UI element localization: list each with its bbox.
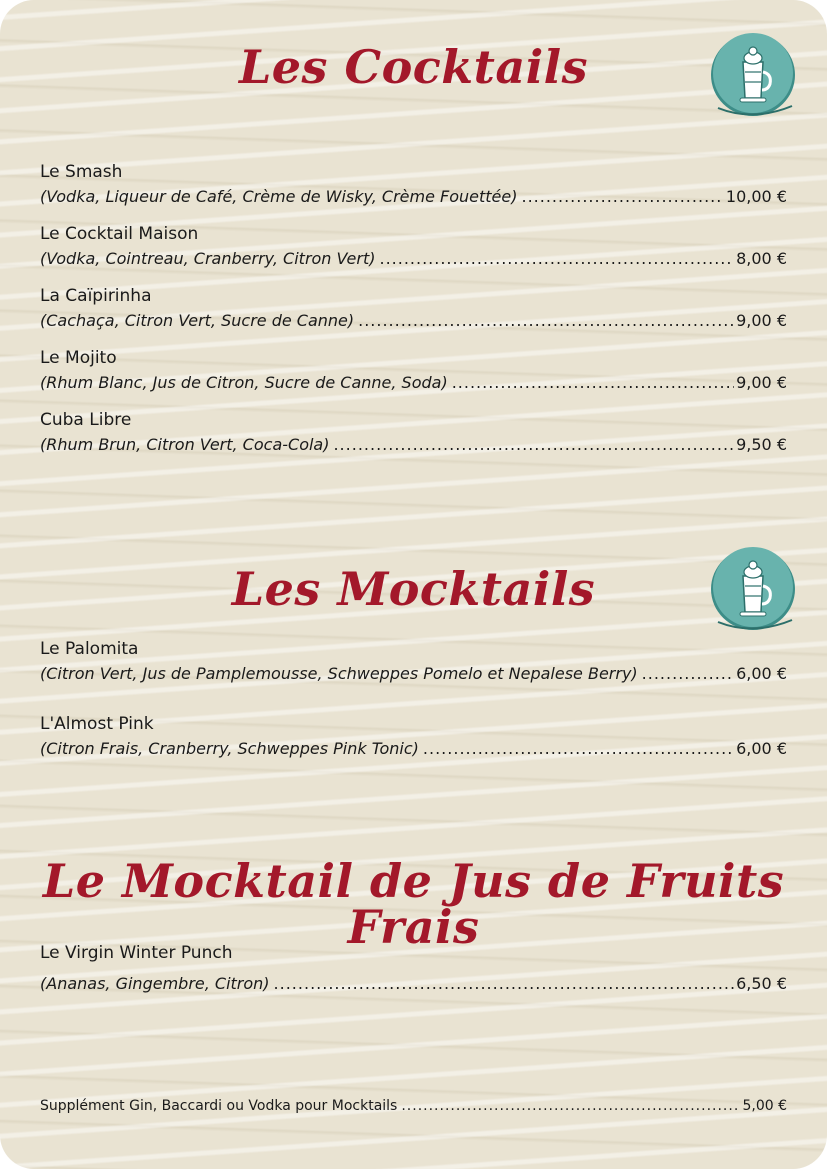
item-ingredients: (Citron Vert, Jus de Pamplemousse, Schweppes Pomelo et Nepalese Berry) [40, 664, 638, 683]
item-ingredients: (Cachaça, Citron Vert, Sucre de Canne) [40, 311, 355, 330]
dot-leader [379, 248, 734, 270]
dot-leader [358, 310, 734, 332]
item-price: 8,00 € [736, 249, 787, 268]
fresh-juice-title: Le Mocktail de Jus de Fruits Frais [42, 854, 785, 954]
item-name: Le Virgin Winter Punch [40, 943, 233, 963]
menu-item [40, 409, 787, 456]
dot-leader [642, 663, 734, 685]
item-price: 9,00 € [736, 373, 787, 392]
item-price: 10,00 € [725, 187, 787, 206]
supplement-line [40, 1096, 787, 1116]
latte-glass-icon [710, 546, 796, 632]
supplement-label: Supplément Gin, Baccardi ou Vodka pour Mocktails [40, 1098, 398, 1114]
supplement-price: 5,00 € [742, 1098, 787, 1114]
menu-item [40, 942, 787, 995]
item-ingredients: (Rhum Blanc, Jus de Citron, Sucre de Canne, Soda) [40, 373, 448, 392]
item-name: Le Cocktail Maison [40, 224, 199, 244]
item-name: Cuba Libre [40, 410, 132, 430]
dot-leader [452, 372, 734, 394]
item-price: 6,50 € [736, 974, 787, 993]
item-name: Le Palomita [40, 639, 139, 659]
menu-item [40, 347, 787, 394]
mocktails-title: Les Mocktails [231, 562, 596, 616]
item-ingredients: (Citron Frais, Cranberry, Schweppes Pink Tonic) [40, 739, 419, 758]
item-price: 6,00 € [736, 664, 787, 683]
item-ingredients: (Rhum Brun, Citron Vert, Coca-Cola) [40, 435, 330, 454]
dot-leader [274, 973, 735, 995]
menu-item [40, 161, 787, 208]
menu-item [40, 285, 787, 332]
item-name: L'Almost Pink [40, 714, 154, 734]
item-ingredients: (Vodka, Cointreau, Cranberry, Citron Vert) [40, 249, 376, 268]
menu-item [40, 638, 787, 685]
item-ingredients: (Ananas, Gingembre, Citron) [40, 974, 270, 993]
item-name: Le Mojito [40, 348, 117, 368]
cocktails-title: Les Cocktails [238, 40, 589, 94]
dot-leader [521, 186, 723, 208]
menu-item [40, 713, 787, 760]
dot-leader [423, 738, 734, 760]
dot-leader [401, 1096, 740, 1116]
latte-glass-icon [710, 32, 796, 118]
item-name: La Caïpirinha [40, 286, 152, 306]
item-price: 9,00 € [736, 311, 787, 330]
item-name: Le Smash [40, 162, 123, 182]
item-ingredients: (Vodka, Liqueur de Café, Crème de Wisky, Crème Fouettée) [40, 187, 518, 206]
menu-item [40, 223, 787, 270]
item-price: 6,00 € [736, 739, 787, 758]
dot-leader [333, 434, 734, 456]
item-price: 9,50 € [736, 435, 787, 454]
